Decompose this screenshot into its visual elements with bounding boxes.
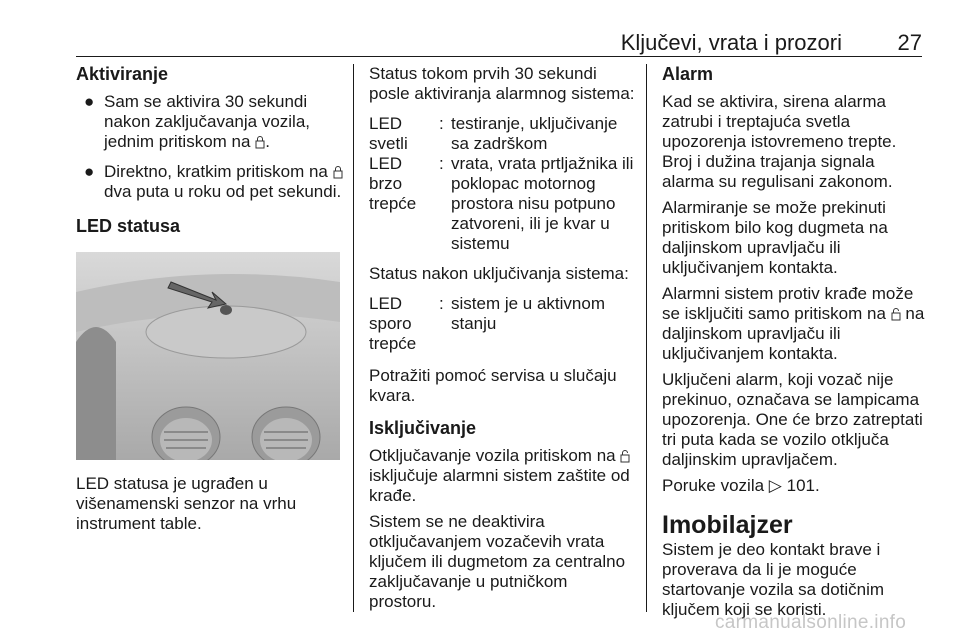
status-value: vrata, vrata prtljažnika ili poklopac motornog prostora nisu potpuno zatvoreni, ili je kvar u sistemu — [451, 154, 634, 253]
column-divider — [353, 64, 354, 612]
lock-icon — [333, 165, 343, 179]
header-rule — [76, 56, 922, 57]
column-middle — [369, 64, 639, 618]
dashboard-illustration — [76, 252, 340, 460]
status-row: LED sporo trepće : sistem je u aktivnom stanju — [369, 294, 639, 354]
status-value: sistem je u aktivnom stanju — [451, 294, 605, 333]
chapter-title: Ključevi, vrata i prozori — [620, 30, 842, 55]
unlock-icon — [891, 307, 901, 321]
intro-text: Status tokom prvih 30 sekundi posle aktiviranja alarmnog sistema: — [369, 64, 635, 103]
page-ref-icon: ▷ — [768, 476, 782, 495]
paragraph: Poruke vozila ▷ 101. — [662, 476, 820, 495]
lock-icon — [255, 135, 265, 149]
watermark: carmanualsonline.info — [715, 612, 907, 633]
bullet-text: Sam se aktivira 30 sekundi nakon zaključavanja vozila, jednim pritiskom na — [104, 92, 311, 151]
paragraph: Alarmni sistem protiv krađe može se isključiti samo pritiskom na na daljinskom upravljaču ili uključivanjem kontakta. — [662, 284, 925, 363]
status-key: LED sporo trepće — [369, 294, 417, 353]
section-heading-deactivation: Isključivanje — [369, 418, 477, 438]
paragraph: Sistem se ne deaktivira otključavanjem vozačevih vrata ključem ili dugmetom za centralno zaključavanje u putničkom prostoru. — [369, 512, 626, 611]
paragraph: Otključavanje vozila pritiskom na isključuje alarmni sistem zaštite od krađe. — [369, 446, 630, 505]
service-text: Potražiti pomoć servisa u slučaju kvara. — [369, 366, 617, 405]
list-item: ● Sam se aktivira 30 sekundi nakon zaključavanja vozila, jednim pritiskom na . — [84, 92, 311, 151]
status-key: LED brzo trepće — [369, 154, 417, 213]
led-status-figure — [76, 252, 340, 460]
paragraph: Uključeni alarm, koji vozač nije prekinuo, označava se lampicama upozorenja. One će brzo zatreptati tri puta kada se vozilo otključa daljinskim upravljačem. — [662, 370, 923, 469]
status-value: testiranje, uključivanje sa zadrškom — [451, 114, 618, 153]
paragraph: Sistem je deo kontakt brave i proverava da li je moguće startovanje vozila sa dotičnim ključem koji se koristi. — [662, 540, 885, 619]
page-number: 27 — [897, 30, 922, 55]
bullet-text: Direktno, kratkim pritiskom na — [104, 162, 328, 181]
list-item: ● Direktno, kratkim pritiskom na dva puta u roku od pet sekundi. — [84, 162, 342, 201]
section-heading-alarm: Alarm — [662, 64, 714, 84]
bullet-icon: ● — [84, 162, 95, 181]
status-key: LED svetli — [369, 114, 408, 153]
column-right — [662, 64, 930, 626]
paragraph: Alarmiranje se može prekinuti pritiskom bilo kog dugmeta na daljinskom upravljaču ili uključivanjem kontakta. — [662, 198, 888, 277]
section-heading-led: LED statusa — [76, 216, 181, 236]
unlock-icon — [620, 449, 630, 463]
figure-caption: LED statusa je ugrađen u višenamenski senzor na vrhu instrument table. — [76, 474, 297, 533]
status-row: LED brzo trepće : vrata, vrata prtljažnika ili poklopac motornog prostora nisu potpuno zatvoreni, ili je kvar u sistemu — [369, 154, 639, 254]
paragraph: Kad se aktivira, sirena alarma zatrubi i treptajuća svetla upozorenja istovremeno trepte. Broj i dužina trajanja signala alarma su regulisani zakonom. — [662, 92, 897, 191]
column-divider — [646, 64, 647, 612]
column-left — [76, 64, 344, 540]
section-heading-activation: Aktiviranje — [76, 64, 169, 84]
after-text: Status nakon uključivanja sistema: — [369, 264, 629, 283]
status-row: LED svetli : testiranje, uključivanje sa zadrškom — [369, 114, 639, 154]
bullet-icon: ● — [84, 92, 95, 111]
page-header — [0, 0, 960, 58]
page-ref-link[interactable]: 101. — [786, 476, 820, 495]
section-heading-immobilizer: Imobilajzer — [662, 511, 793, 539]
